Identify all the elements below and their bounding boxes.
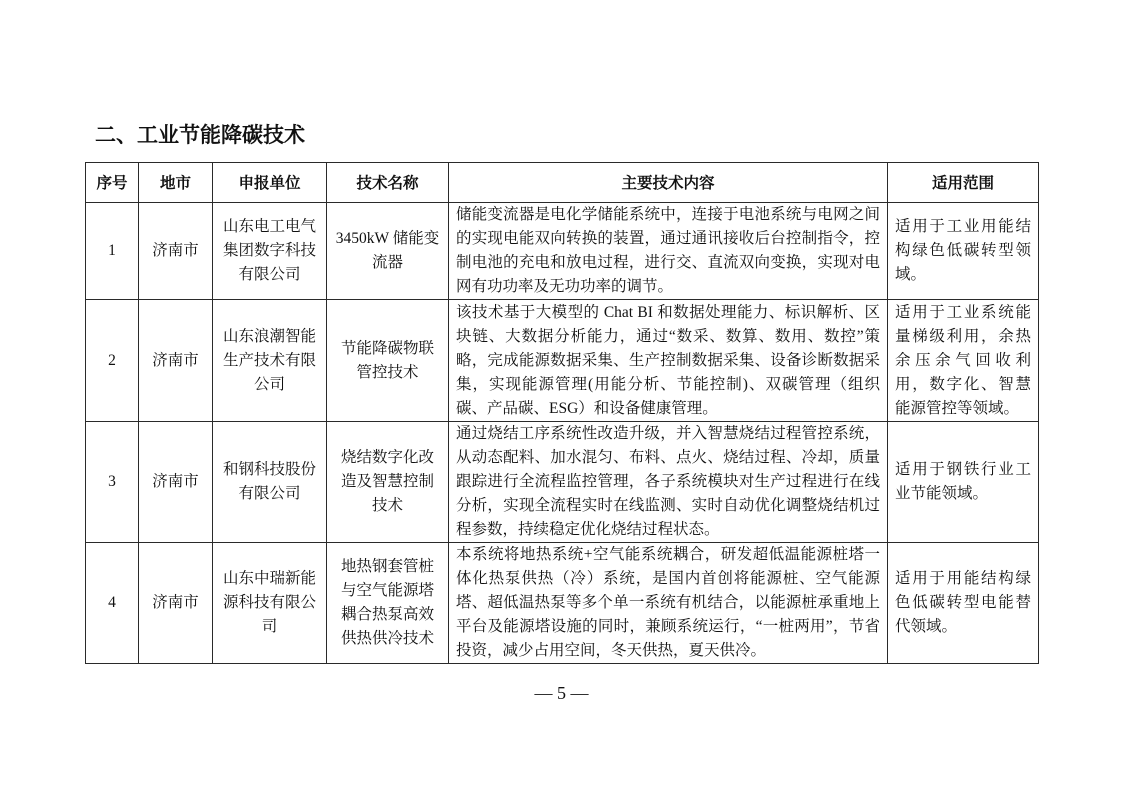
cell-tech-name: 烧结数字化改造及智慧控制技术: [327, 422, 449, 543]
cell-tech-name: 节能降碳物联管控技术: [327, 300, 449, 422]
header-city: 地市: [139, 163, 213, 203]
cell-content: 该技术基于大模型的 Chat BI 和数据处理能力、标识解析、区块链、大数据分析能力，通过“数采、数算、数用、数控”策略，完成能源数据采集、生产控制数据采集、设备诊断数据采集，实现能源管理(用能分析、节能控制)、双碳管理（组织碳、产品碳、ESG）和设备健康管理。: [449, 300, 888, 422]
cell-city: 济南市: [139, 203, 213, 300]
cell-city: 济南市: [139, 422, 213, 543]
header-unit: 申报单位: [213, 163, 327, 203]
section-title: 二、工业节能降碳技术: [95, 123, 305, 147]
cell-unit: 和钢科技股份有限公司: [213, 422, 327, 543]
header-scope: 适用范围: [888, 163, 1039, 203]
cell-content: 本系统将地热系统+空气能系统耦合，研发超低温能源桩塔一体化热泵供热（冷）系统，是国内首创将能源桩、空气能源塔、超低温热泵等多个单一系统有机结合，以能源桩承重地上平台及能源塔设施的同时，兼顾系统运行，“一桩两用”，节省投资，减少占用空间，冬天供热，夏天供冷。: [449, 543, 888, 664]
cell-city: 济南市: [139, 543, 213, 664]
header-content: 主要技术内容: [449, 163, 888, 203]
cell-unit: 山东电工电气集团数字科技有限公司: [213, 203, 327, 300]
table-head: [86, 163, 1039, 203]
cell-tech-name: 地热钢套管桩与空气能源塔耦合热泵高效供热供冷技术: [327, 543, 449, 664]
tech-table: [85, 162, 1039, 664]
cell-scope: 适用于用能结构绿色低碳转型电能替代领域。: [888, 543, 1039, 664]
cell-scope: 适用于工业系统能量梯级利用，余热余压余气回收利用，数字化、智慧能源管控等领域。: [888, 300, 1039, 422]
table-row: [86, 203, 1039, 300]
cell-scope: 适用于工业用能结构绿色低碳转型领域。: [888, 203, 1039, 300]
cell-index: 1: [86, 203, 139, 300]
table-row: [86, 543, 1039, 664]
cell-scope: 适用于钢铁行业工业节能领域。: [888, 422, 1039, 543]
cell-index: 4: [86, 543, 139, 664]
cell-city: 济南市: [139, 300, 213, 422]
cell-index: 2: [86, 300, 139, 422]
cell-content: 通过烧结工序系统性改造升级，并入智慧烧结过程管控系统，从动态配料、加水混匀、布料、点火、烧结过程、冷却，质量跟踪进行全流程监控管理，各子系统模块对生产过程进行在线分析，实现全流程实时在线监测、实时自动优化调整烧结机过程参数，持续稳定优化烧结过程状态。: [449, 422, 888, 543]
header-tech-name: 技术名称: [327, 163, 449, 203]
cell-index: 3: [86, 422, 139, 543]
cell-tech-name: 3450kW 储能变流器: [327, 203, 449, 300]
cell-content: 储能变流器是电化学储能系统中，连接于电池系统与电网之间的实现电能双向转换的装置，通过通讯接收后台控制指令，控制电池的充电和放电过程，进行交、直流双向变换，实现对电网有功功率及无功功率的调节。: [449, 203, 888, 300]
page-number: — 5 —: [534, 683, 589, 703]
table-body: [86, 203, 1039, 664]
table-header-row: [86, 163, 1039, 203]
cell-unit: 山东浪潮智能生产技术有限公司: [213, 300, 327, 422]
table-row: [86, 300, 1039, 422]
header-index: 序号: [86, 163, 139, 203]
table-row: [86, 422, 1039, 543]
cell-unit: 山东中瑞新能源科技有限公司: [213, 543, 327, 664]
